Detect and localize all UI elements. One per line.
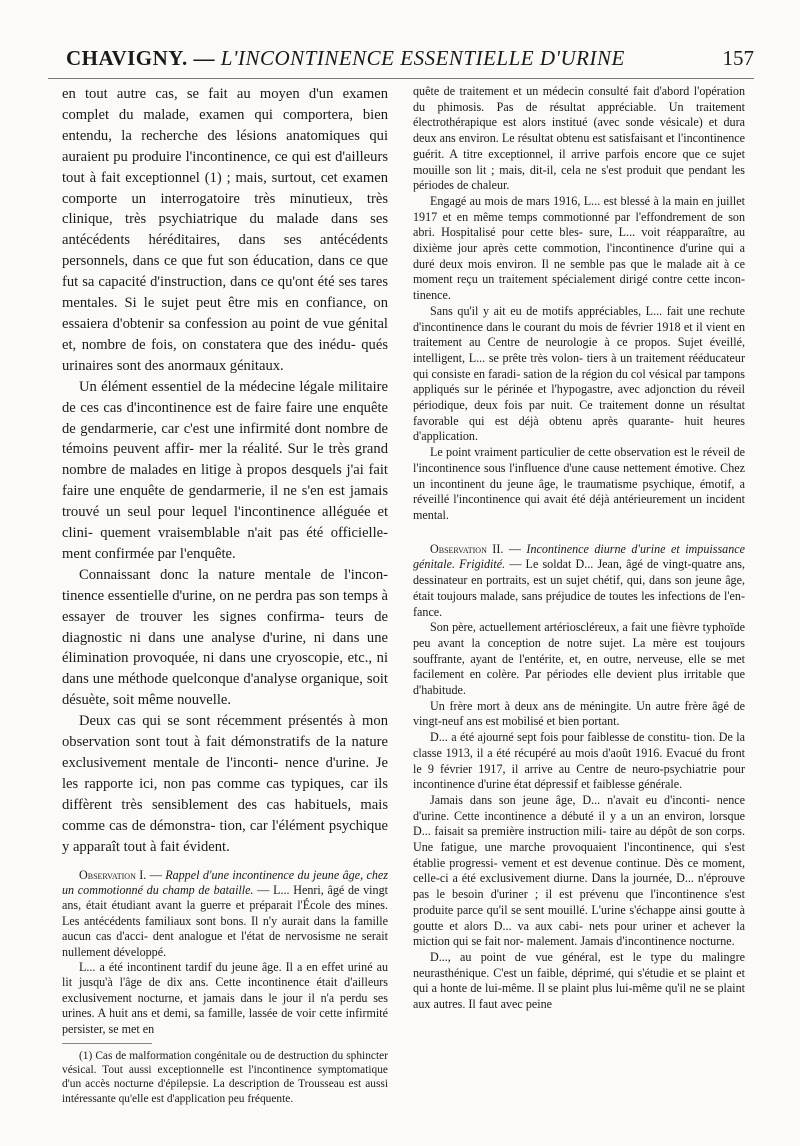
observation-text: — L... Henri, âgé de vingt ans, était étudiant avant la guerre et préparait l'École des mines. Les antécédents familiaux sont bons. Il n'y aurait dans la famille aucun cas d'acci- dent analogue et l'état de nervosisme ne serait nullement développé.	[62, 882, 388, 959]
running-title	[66, 46, 625, 71]
article-title: L'INCONTINENCE ESSENTIELLE D'URINE	[220, 46, 625, 70]
paragraph: Son père, actuellement artérioscléreux, a fait une fièvre typhoïde peu avant la conception de notre sujet. La mère est toujours souffrante, ayant de l'entérite, et, en outre, nerveuse, elle se met facilement en colère. Par périodes elle devient plus irritable que d'habitude.	[413, 620, 745, 698]
footnote-divider	[62, 1043, 152, 1044]
paragraph: D... a été ajourné sept fois pour faiblesse de constitu- tion. De la classe 1913, il a été récupéré au mois d'août 1916. Evacué du front le 9 février 1917, il arrive au Centre de neuro-psychiatrie pour incontinence d'urine état dépressif et faiblesse générale.	[413, 730, 745, 792]
paragraph: D..., au point de vue général, est le type du malingre neurasthénique. C'est un faible, déprimé, qui s'étudie et se plaint et qui a honte de lui-même. Il se plaint plus lui-même qu'il ne se plaint aux autres. Il faut avec peine	[413, 949, 745, 1012]
paragraph: Le point vraiment particulier de cette observation est le réveil de l'incontinence sous l'influence d'une cause nettement émotive. Chez un incontinent du jeune âge, le traumatisme psychique, émotif, a réveillé l'incontinence qui avait été déjà antérieurement un incident mental.	[413, 445, 745, 522]
left-column	[62, 84, 388, 1106]
paragraph: Jamais dans son jeune âge, D... n'avait eu d'inconti- nence d'urine. Cette incontinence a débuté il y a un an environ, lorsque D... faisait sa première instruction mili- taire au dépôt de son corps. Une fatigue, une marche provoquaient l'incontinence, qui s'est établie progressi- vement et est devenue continue. Dès ce moment, celle-ci a été exclusivement diurne. Dans la journée, D... n'éprouve pas le besoin d'uriner ; il est prévenu que l'incontinence s'est produite parce qu'il se sent mouillé. L'urine s'échappe ainsi goutte à goutte et alors D... va aux cabi- nets pour uriner et achever la miction qui se fait nor- malement. Jamais d'incontinence nocturne.	[413, 792, 745, 949]
paragraph: Engagé au mois de mars 1916, L... est blessé à la main en juillet 1917 et en même temps commotionné par l'effondrement de son abri. Hospitalisé pour cette bles- sure, L... voit réapparaître, au dixième jour après cette commotion, l'incontinence d'urine qui a duré deux mois environ. Il ne semble pas que le malade ait à ce moment reçu un traitement spécialement dirigé contre cette incon- tinence.	[413, 193, 745, 303]
author-name: CHAVIGNY.	[66, 46, 188, 70]
observation-label: Observation I.	[79, 867, 147, 882]
observation-text: — Le soldat D... Jean, âgé de vingt-quatre ans, dessinateur en portraits, est un sujet chétif, qui, dans son jeune âge, était toujours malade, sans préjudice de toutes les infections de l'en- fance.	[413, 557, 745, 619]
observation-dash: —	[149, 867, 162, 882]
paragraph: Un élément essentiel de la médecine légale militaire de ces cas d'incontinence est de faire faire une enquête de gendarmerie, car c'est une infirmité dont nombre de témoins peuvent affir- mer la réalité. Sur le très grand nombre de malades en litige à propos desquels j'ai fait faire une enquête de gendarmerie, il ne s'en est jamais trouvé un seul pour lequel l'incontinence alléguée et clini- quement vraisemblable n'ait pas été officielle- ment confirmée par l'enquête.	[62, 378, 388, 562]
paragraph: Sans qu'il y ait eu de motifs appréciables, L... fait une rechute d'incontinence dans le courant du mois de février 1918 et il vient en traitement au Centre de neurologie à ce propos. Sujet éveillé, intelligent, L... se prête très volon- tiers à un traitement rééducateur qui consiste en faradi- sation de la région du col vésical par tampons appliqués sur le périnée et l'hypogastre, avec adjonction du réveil périodique, deux fois par nuit. Ce traitement donne un résultat favorable qui est déjà obtenu après quarante- huit heures d'application.	[413, 303, 745, 444]
paragraph: Deux cas qui se sont récemment présentés à mon observation sont tout à fait démonstratifs de la nature exclusivement mentale de l'inconti- nence d'urine. Je les rapporte ici, non pas comme cas typiques, car ils diffèrent très sensiblement des cas habituels, mais comme cas de démonstra- tion, car l'élément psychique y apparaît tout à fait évident.	[62, 713, 388, 855]
paragraph: Un frère mort à deux ans de méningite. Un autre frère âgé de vingt-neuf ans est mobilisé et bien portant.	[413, 698, 745, 729]
observation-2-intro	[413, 542, 745, 621]
observation-label: Observation II.	[430, 541, 504, 556]
paragraph: en tout autre cas, se fait au moyen d'un examen complet du malade, examen qui comportera, bien entendu, la recherche des lésions anatomiques qui auraient pu produire l'incontinence, ce qui est d'ailleurs tout à fait exceptionnel (1) ; mais, surtout, cet examen comporte un interrogatoire très minutieux, très clinique, très psychiatrique du malade dans ses antécédents héréditaires, dans ses antécédents personnels, dans ce que fut son éducation, dans ce que fut sa capacité d'instruction, dans ce qu'ont été ses tares mentales. Si le sujet peut être mis en confiance, on essaiera d'obtenir sa confession au point de vue génital et, nombre de fois, on constatera que des inédu- qués urinaires sont des anormaux génitaux.	[62, 86, 388, 374]
observation-title: Incontinence diurne d'urine et impuissance génitale. Frigidité.	[413, 541, 745, 572]
paragraph: quête de traitement et un médecin consulté fait d'abord l'opération du phimosis. Pas de résultat appréciable. Un traitement électrothérapique est alors institué (avec sonde vésicale) et dura deux ans environ. Le résultat obtenu est satisfaisant et l'incontinence guérit. A titre exceptionnel, il arrive parfois encore que ce sujet mouille son lit ; mais, dit-il, cela ne s'est produit que pendant les périodes de chaleur.	[413, 84, 745, 193]
paragraph: Connaissant donc la nature mentale de l'incon- tinence essentielle d'urine, on ne perdra pas son temps à essayer de trouver les signes confirma- teurs de diagnostic ni dans une analyse d'urine, ni dans une élimination provoquée, ni dans une cryoscopie, etc., ni dans une méthode quelconque d'analyse organique, soit désuète, soit même nouvelle.	[62, 566, 389, 709]
observation-1-intro	[62, 868, 388, 960]
observation-dash: —	[508, 541, 521, 556]
running-header	[48, 44, 754, 79]
footnote: (1) Cas de malformation congénitale ou de destruction du sphincter vésical. Tout aussi exceptionnelle est l'incontinence symptomatique d'un accès nocturne d'épilepsie. La description de Trousseau est aussi intéressante qu'elle est d'application peu fréquente.	[62, 1050, 388, 1105]
header-dash: —	[193, 46, 216, 70]
right-column	[413, 84, 745, 1013]
observation-title: Rappel d'une incontinence du jeune âge, chez un commotionné du champ de bataille.	[62, 867, 388, 897]
page-number: 157	[722, 46, 754, 70]
paragraph: L... a été incontinent tardif du jeune âge. Il a en effet uriné au lit jusqu'à l'âge de dix ans. Cette incontinence était d'ailleurs exclusivement nocturne, et jamais dans le jour il n'a perdu ses urines. A huit ans et demi, sa famille, lassée de voir cette infirmité persister, se met en	[62, 959, 388, 1036]
